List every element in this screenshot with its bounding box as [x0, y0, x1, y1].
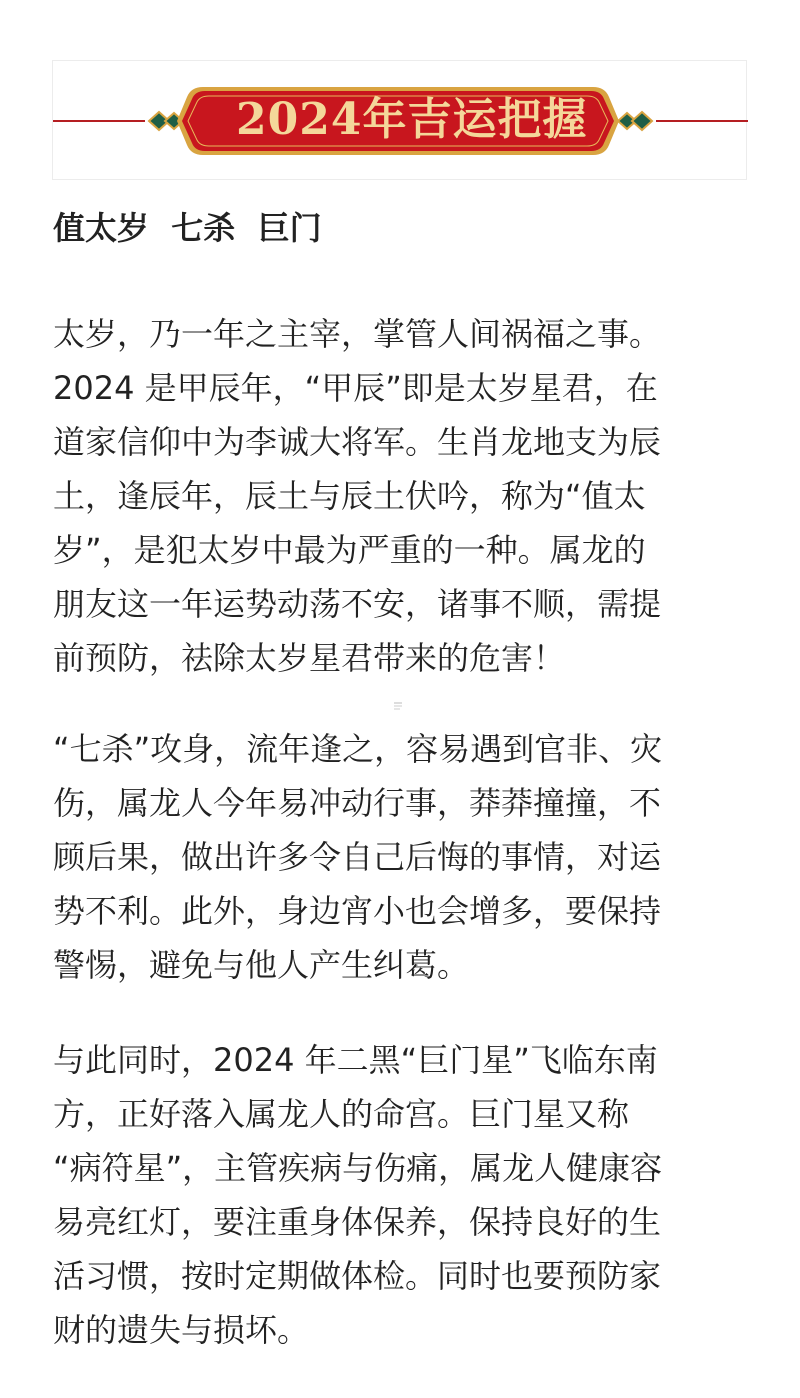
paragraph-3	[53, 1033, 743, 1357]
banner-title: 2024年吉运把握	[236, 94, 588, 145]
paragraph-line: 伤，属龙人今年易冲动行事，莽莽撞撞，不	[53, 784, 662, 822]
paragraph-line: 与此同时，2024 年二黑“巨门星”飞临东南	[53, 1041, 658, 1079]
paragraph-line: 财的遗失与损坏。	[53, 1311, 310, 1349]
paragraph-line: 太岁，乃一年之主宰，掌管人间祸福之事。	[53, 315, 662, 353]
paragraph-line: 易亮红灯，要注重身体保养，保持良好的生	[53, 1203, 662, 1241]
paragraph-line: “病符星”，主管疾病与伤痛，属龙人健康容	[53, 1149, 663, 1187]
paragraph-line: 势不利。此外，身边宵小也会增多，要保持	[53, 892, 662, 930]
paragraph-line: 2024 是甲辰年，“甲辰”即是太岁星君，在	[53, 369, 658, 407]
paragraph-line: 朋友这一年运势动荡不安，诸事不顺，需提	[53, 585, 662, 623]
right-diamond-ornament	[618, 112, 652, 130]
paragraph-line: 顾后果，做出许多令自己后悔的事情，对运	[53, 838, 662, 876]
paragraph-line: 警惕，避免与他人产生纠葛。	[53, 946, 470, 984]
paragraph-1	[53, 307, 743, 685]
paragraph-line: 土，逢辰年，辰土与辰土伏吟，称为“值太	[53, 477, 646, 515]
paragraph-line: “七杀”攻身，流年逢之，容易遇到官非、灾	[53, 730, 663, 768]
banner	[52, 60, 747, 180]
paragraph-line: 方，正好落入属龙人的命宫。巨门星又称	[53, 1095, 630, 1133]
paragraph-2	[53, 722, 743, 992]
small-divider-mark	[393, 701, 403, 712]
paragraph-line: 道家信仰中为李诚大将军。生肖龙地支为辰	[53, 423, 662, 461]
paragraph-line: 岁”，是犯太岁中最为严重的一种。属龙的	[53, 531, 646, 569]
paragraph-line: 前预防，祛除太岁星君带来的危害！	[53, 639, 566, 677]
section-title: 值太岁 七杀 巨门	[53, 209, 322, 247]
paragraph-line: 活习惯，按时定期做体检。同时也要预防家	[53, 1257, 662, 1295]
